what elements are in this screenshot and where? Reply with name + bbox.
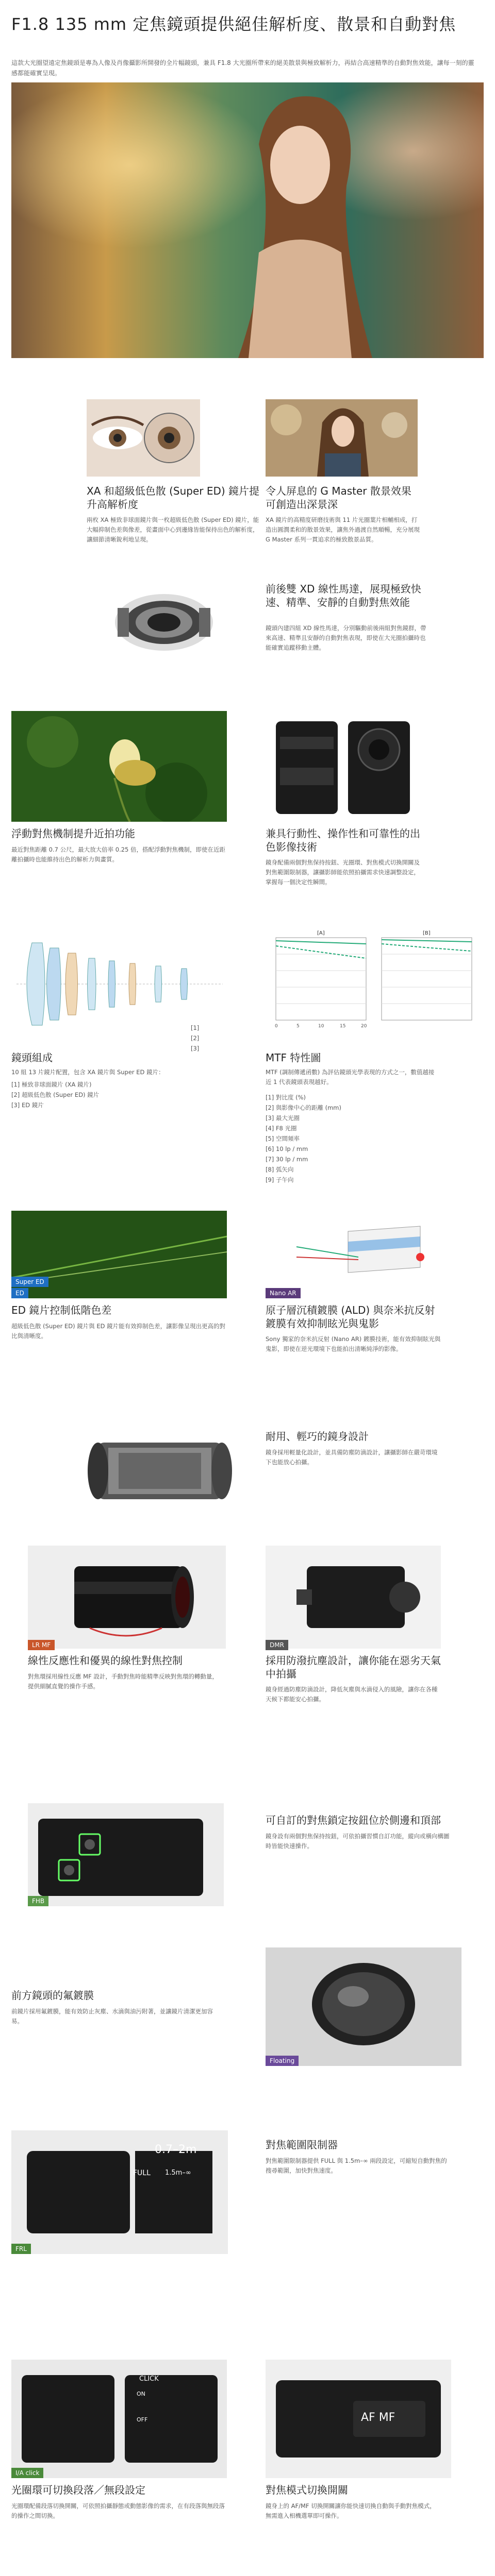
fluorine-title: 前方鏡頭的氟鍍膜 xyxy=(11,1989,94,2002)
super-ed-body: 超級低色散 (Super ED) 鏡片與 ED 鏡片能有效抑制色差，讓影像呈現出更高的對比與清晰度。 xyxy=(11,1323,226,1340)
lrmf-title: 線性反應性和優異的線性對焦控制 xyxy=(28,1654,183,1667)
durable-body: 鏡身採用輕量化設計，並具備防塵防滴設計，讓攝影師在嚴苛環境下也能放心拍攝。 xyxy=(266,1449,438,1466)
lens-product-views xyxy=(266,711,420,822)
mtf-item: [9] 子午向 xyxy=(266,1176,294,1183)
mtf-tick: 15 xyxy=(340,1024,346,1029)
frl-tag: FRL xyxy=(11,2244,31,2254)
mtf-tick: 10 xyxy=(318,1024,324,1029)
mtf-label-b: [B] xyxy=(423,930,431,936)
focus-hold-body: 鏡身設有兩個對焦保持按鈕，可依拍攝習慣自訂功能，縱向或橫向構圖時皆能快速操作。 xyxy=(266,1833,450,1850)
lens-legend-item: [3] xyxy=(191,1045,200,1052)
xa-title: XA 和超級低色散 (Super ED) 鏡片提升高解析度 xyxy=(87,485,260,511)
on-label: ON xyxy=(137,2391,145,2397)
flower-closeup-photo xyxy=(11,711,227,822)
bokeh-title: 令人屏息的 G Master 散景效果可創造出深景深 xyxy=(266,485,411,511)
mtf-items xyxy=(266,1092,341,1185)
fluorine-body: 前鏡片採用氟鍍膜，能有效防止灰塵、水滴與油污附著，並讓鏡片清潔更加容易。 xyxy=(11,2008,213,2025)
lens-item: [2] 超級低色散 (Super ED) 鏡片 xyxy=(11,1091,100,1098)
mtf-item: [1] 對比度 (%) xyxy=(266,1094,306,1101)
control-title: 兼具行動性、操作性和可靠性的出色影像技術 xyxy=(266,827,420,853)
dmr-title: 採用防潑抗塵設計，讓你能在惡劣天氣中拍攝 xyxy=(266,1654,441,1680)
super-ed-title: ED 鏡片控制低階色差 xyxy=(11,1304,112,1316)
afmf-label: AF MF xyxy=(361,2411,395,2424)
afmf-title: 對焦模式切換開關 xyxy=(266,2484,348,2496)
fluorine-coating-photo xyxy=(266,1947,461,2066)
fhb-tag: FHB xyxy=(28,1896,48,1906)
mtf-tick: 5 xyxy=(296,1024,300,1029)
lr-mf-tag: LR MF xyxy=(28,1640,55,1650)
full-label: FULL xyxy=(133,2169,151,2177)
mtf-item: [2] 與影像中心的距離 (mm) xyxy=(266,1104,341,1111)
mtf-tick: 20 xyxy=(361,1024,367,1029)
afmf-body: 鏡身上的 AF/MF 切換開關讓你能快速切換自動與手動對焦模式，無需進入相機選單即可操作。 xyxy=(266,2502,436,2519)
mtf-item: [7] 30 lp / mm xyxy=(266,1156,308,1163)
dust-moisture-photo xyxy=(266,1546,441,1649)
nano-ar-tag: Nano AR xyxy=(266,1288,301,1298)
limiter-body: 對焦範圍限制器提供 FULL 與 1.5m–∞ 兩段設定，可縮短自動對焦的搜尋範圍，加快對焦速度。 xyxy=(266,2157,447,2174)
afmf-switch-photo xyxy=(266,2360,451,2478)
float-title: 浮動對焦機制提升近拍功能 xyxy=(11,827,135,840)
nano-title: 原子層沉積鍍膜 (ALD) 與奈米抗反射鍍膜有效抑制眩光與鬼影 xyxy=(266,1304,435,1330)
bokeh-body: XA 鏡片的高精度研磨技術與 11 片光圈葉片相輔相成，打造出圓潤柔和的散景效果，讓焦外過渡自然順暢，充分展現 G Master 系列一貫追求的極致散景品質。 xyxy=(266,516,420,543)
mtf-chart xyxy=(266,927,485,1046)
hero-photo xyxy=(11,82,484,358)
mtf-item: [6] 10 lp / mm xyxy=(266,1145,308,1153)
xd-motor-diagram xyxy=(87,572,241,672)
floating-tag: Floating xyxy=(266,2056,299,2066)
lens-item: [1] 極致非球面鏡片 (XA 鏡片) xyxy=(11,1081,92,1088)
lens-item: [3] ED 鏡片 xyxy=(11,1101,44,1109)
off-label: OFF xyxy=(137,2416,148,2423)
linear-mf-photo xyxy=(28,1546,226,1649)
lens-body-photo xyxy=(77,1419,242,1522)
mtf-body: MTF (調制傳遞函數) 為評估鏡頭光學表現的方式之一，數值越接近 1 代表鏡頭表現越好。 xyxy=(266,1069,435,1086)
lens-legend xyxy=(191,1023,199,1054)
lens-items xyxy=(11,1079,99,1110)
mtf-tick: 0 xyxy=(275,1024,278,1029)
aperture-title: 光圈環可切換段落／無段設定 xyxy=(11,2484,145,2496)
focus-hold-title: 可自訂的對焦鎖定按鈕位於側邊和頂部 xyxy=(266,1814,441,1826)
lens-legend-item: [2] xyxy=(191,1035,200,1042)
nano-ar-diagram xyxy=(266,1211,451,1298)
ed-tag: ED xyxy=(11,1288,28,1298)
xd-title: 前後雙 XD 線性馬達，展現極致快速、精準、安靜的自動對焦效能 xyxy=(266,583,421,608)
click-label: CLICK xyxy=(139,2375,159,2383)
lens-title: 鏡頭組成 xyxy=(11,1052,53,1064)
lens-legend-item: [1] xyxy=(191,1024,200,1031)
super-ed-tag: Super ED xyxy=(11,1277,48,1287)
focus-hold-photo xyxy=(28,1803,224,1906)
mtf-item: [3] 最大光圈 xyxy=(266,1114,300,1122)
mtf-label-a: [A] xyxy=(317,930,325,936)
aperture-body: 光圈環配備段落切換開關，可依照拍攝靜態或動態影像的需求，在有段落與無段落的操作之間切換。 xyxy=(11,2502,225,2519)
dmr-body: 鏡身經過防塵防滴設計，降低灰塵與水滴侵入的風險，讓你在各種天候下都能安心拍攝。 xyxy=(266,1686,438,1703)
mtf-item: [4] F8 光圈 xyxy=(266,1125,297,1132)
mtf-item: [8] 弧矢向 xyxy=(266,1166,294,1173)
lens-body: 10 組 13 片鏡片配置，包含 XA 鏡片與 Super ED 鏡片： xyxy=(11,1069,164,1076)
aperture-click-photo xyxy=(11,2360,227,2478)
xa-body: 兩枚 XA 極致非球面鏡片與一枚超級低色散 (Super ED) 鏡片，能大幅抑制色差與像差，從畫面中心到邊緣皆能保持出色的解析度，讓細節清晰銳利地呈現。 xyxy=(87,516,259,543)
bokeh-portrait-photo xyxy=(266,399,418,477)
lrmf-body: 對焦環採用線性反應 MF 設計，手動對焦時能精準反映對焦環的轉動量，提供細膩直覺的操作手感。 xyxy=(28,1673,218,1690)
ia-click-tag: I/A click xyxy=(11,2468,43,2478)
hero-description: 這款大光圈望遠定焦鏡頭是專為人像及肖像攝影所開發的全片幅鏡頭，兼具 F1.8 大光圈所帶來的絕美散景與極致解析力，再結合高速精準的自動對焦效能，讓每一刻的靈感都能確實呈現。 xyxy=(11,59,474,77)
nano-body: Sony 獨家的奈米抗反射 (Nano AR) 鍍膜技術，能有效抑制眩光與鬼影，即使在逆光環境下也能拍出清晰純淨的影像。 xyxy=(266,1335,441,1352)
xd-body: 鏡頭內建四組 XD 線性馬達，分別驅動前後兩組對焦鏡群，帶來高速、精準且安靜的自動對焦表現，即使在大光圈拍攝時也能確實追蹤移動主體。 xyxy=(266,624,426,651)
float-body: 最近對焦距離 0.7 公尺，最大放大倍率 0.25 倍，搭配浮動對焦機制，即使在近距離拍攝時也能維持出色的解析力與畫質。 xyxy=(11,846,226,863)
xa-eye-photo xyxy=(87,399,200,477)
limiter-title: 對焦範圍限制器 xyxy=(266,2139,338,2151)
page-title: F1.8 135 mm 定焦鏡頭提供絕佳解析度、散景和自動對焦 xyxy=(11,14,456,34)
control-body: 鏡身配備兩個對焦保持按鈕、光圈環、對焦模式切換開關及對焦範圍限制器，讓攝影師能依照拍攝需求快速調整設定，掌握每一個決定性瞬間。 xyxy=(266,859,420,886)
mtf-item: [5] 空間頻率 xyxy=(266,1135,300,1142)
dmr-tag: DMR xyxy=(266,1640,288,1650)
range-readout: 0.7–2m xyxy=(155,2143,197,2156)
mtf-title: MTF 特性圖 xyxy=(266,1052,321,1064)
inf-label: 1.5m–∞ xyxy=(165,2169,191,2177)
durable-title: 耐用、輕巧的鏡身設計 xyxy=(266,1430,369,1443)
